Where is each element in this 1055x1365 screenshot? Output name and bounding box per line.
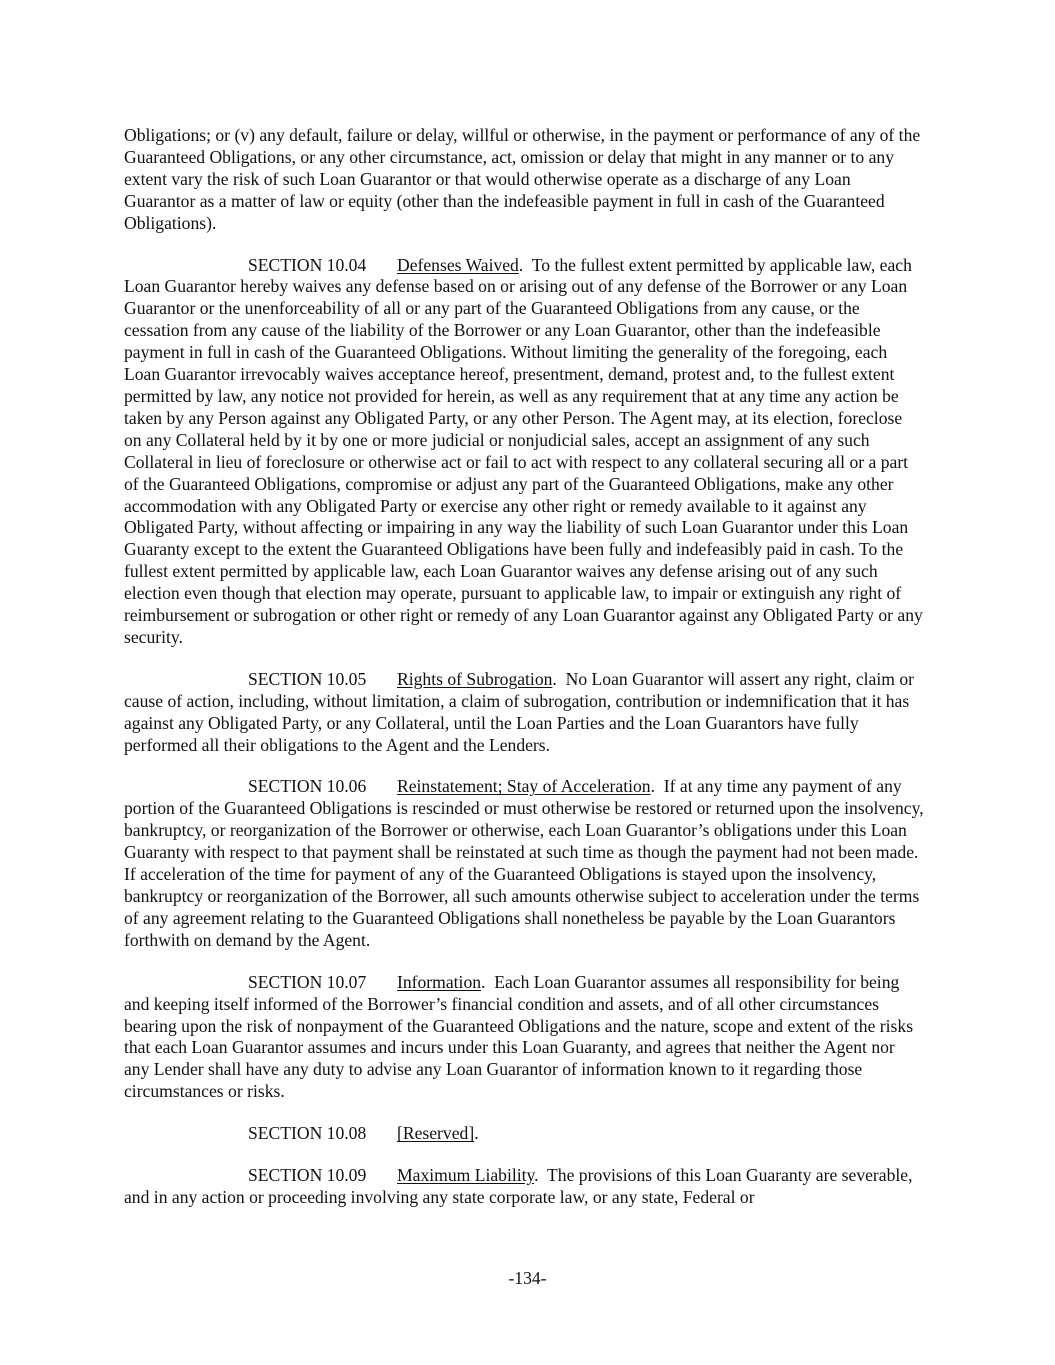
section-number: SECTION 10.04 [248,254,367,275]
section-10-04: SECTION 10.04 Defenses Waived. To the fullest extent permitted by applicable law, each Loan Guarantor hereby waives any defense based on or arising out of any defense of the Borrower or any Loan Guarantor or the unenforceability of all or any part of the Guaranteed Obligations from any cause, or the cessation from any cause of the liability of the Borrower or any Loan Guarantor, other than the indefeasible payment in full in cash of the Guaranteed Obligations. Without limiting the generality of the foregoing, each Loan Guarantor irrevocably waives acceptance hereof, presentment, demand, protest and, to the fullest extent permitted by law, any notice not provided for herein, as well as any requirement that at any time any action be taken by any Person against any Obligated Party, or any other Person. The Agent may, at its election, foreclose on any Collateral held by it by one or more judicial or nonjudicial sales, accept an assignment of any such Collateral in lieu of foreclosure or otherwise act or fail to act with respect to any collateral securing all or a part of the Guaranteed Obligations, compromise or adjust any part of the Guaranteed Obligations, make any other accommodation with any Obligated Party or exercise any other right or remedy available to it against any Obligated Party, without affecting or impairing in any way the liability of such Loan Guarantor under this Loan Guaranty except to the extent the Guaranteed Obligations have been fully and indefeasibly paid in cash. To the fullest extent permitted by applicable law, each Loan Guarantor waives any defense arising out of any such election even though that election may operate, pursuant to applicable law, to impair or extinguish any right of reimbursement or subrogation or other right or remedy of any Loan Guarantor against any Obligated Party or any security. [124,254,923,647]
page-number: -134- [508,1268,547,1288]
section-number: SECTION 10.07 [248,971,367,992]
section-text: To the fullest extent permitted by applicable law, each Loan Guarantor hereby waives any defense based on or arising out of any defense of the Borrower or any Loan Guarantor or the unenforceability of all or any part of the Guaranteed Obligations from any cause, or the cessation from any cause of the liability of the Borrower or any Loan Guarantor, other than the indefeasible payment in full in cash of the Guaranteed Obligations. Without limiting the generality of the foregoing, each Loan Guarantor irrevocably waives acceptance hereof, presentment, demand, protest and, to the fullest extent permitted by law, any notice not provided for herein, as well as any requirement that at any time any action be taken by any Person against any Obligated Party, or any other Person. The Agent may, at its election, foreclose on any Collateral held by it by one or more judicial or nonjudicial sales, accept an assignment of any such Collateral in lieu of foreclosure or otherwise act or fail to act with respect to any collateral securing all or a part of the Guaranteed Obligations, compromise or adjust any part of the Guaranteed Obligations, make any other accommodation with any Obligated Party or exercise any other right or remedy available to it against any Obligated Party, without affecting or impairing in any way the liability of such Loan Guarantor under this Loan Guaranty except to the extent the Guaranteed Obligations have been fully and indefeasibly paid in cash. To the fullest extent permitted by applicable law, each Loan Guarantor waives any defense arising out of any such election even though that election may operate, pursuant to applicable law, to impair or extinguish any right of reimbursement or subrogation or other right or remedy of any Loan Guarantor against any Obligated Party or any security. [124,254,923,647]
section-title: Reinstatement; Stay of Acceleration [397,776,651,797]
section-10-09: SECTION 10.09 Maximum Liability. The provisions of this Loan Guaranty are severable, and in any action or proceeding involving any state corporate law, or any state, Federal or [124,1165,913,1207]
document-body [124,125,924,1209]
section-number: SECTION 10.06 [248,776,367,797]
section-number: SECTION 10.08 [248,1123,367,1144]
section-text: The provisions of this Loan Guaranty are severable, and in any action or proceeding involving any state corporate law, or any state, Federal or [124,1165,913,1207]
section-title: Rights of Subrogation [397,668,553,689]
section-number: SECTION 10.09 [248,1165,367,1186]
section-text: If at any time any payment of any portion of the Guaranteed Obligations is rescinded or must otherwise be restored or returned upon the insolvency, bankruptcy, or reorganization of the Borrower or otherwise, each Loan Guarantor’s obligations under this Loan Guaranty with respect to that payment shall be reinstated at such time as though the payment had not been made. If acceleration of the time for payment of any of the Guaranteed Obligations is stayed upon the insolvency, bankruptcy or reorganization of the Borrower, all such amounts otherwise subject to acceleration under the terms of any agreement relating to the Guaranteed Obligations shall nonetheless be payable by the Loan Guarantors forthwith on demand by the Agent. [124,776,924,950]
opening-paragraph: Obligations; or (v) any default, failure or delay, willful or otherwise, in the payment or performance of any of the Guaranteed Obligations, or any other circumstance, act, omission or delay that might in any manner or to any extent vary the risk of such Loan Guarantor or that would otherwise operate as a discharge of any Loan Guarantor as a matter of law or equity (other than the indefeasible payment in full in cash of the Guaranteed Obligations). [124,125,921,233]
section-title: Defenses Waived [397,254,519,275]
section-title: [Reserved] [397,1123,475,1144]
section-10-06: SECTION 10.06 Reinstatement; Stay of Acceleration. If at any time any payment of any portion of the Guaranteed Obligations is rescinded or must otherwise be restored or returned upon the insolvency, bankruptcy, or reorganization of the Borrower or otherwise, each Loan Guarantor’s obligations under this Loan Guaranty with respect to that payment shall be reinstated at such time as though the payment had not been made. If acceleration of the time for payment of any of the Guaranteed Obligations is stayed upon the insolvency, bankruptcy or reorganization of the Borrower, all such amounts otherwise subject to acceleration under the terms of any agreement relating to the Guaranteed Obligations shall nonetheless be payable by the Loan Guarantors forthwith on demand by the Agent. [124,776,924,950]
section-title: Maximum Liability [397,1165,535,1186]
section-10-07: SECTION 10.07 Information. Each Loan Guarantor assumes all responsibility for being and keeping itself informed of the Borrower’s financial condition and assets, and of all other circumstances bearing upon the risk of nonpayment of the Guaranteed Obligations and the nature, scope and extent of the risks that each Loan Guarantor assumes and incurs under this Loan Guaranty, and agrees that neither the Agent nor any Lender shall have any duty to advise any Loan Guarantor of information known to it regarding those circumstances or risks. [124,971,914,1102]
section-title: Information [397,971,482,992]
section-text: Each Loan Guarantor assumes all responsibility for being and keeping itself informed of the Borrower’s financial condition and assets, and of all other circumstances bearing upon the risk of nonpayment of the Guaranteed Obligations and the nature, scope and extent of the risks that each Loan Guarantor assumes and incurs under this Loan Guaranty, and agrees that neither the Agent nor any Lender shall have any duty to advise any Loan Guarantor of information known to it regarding those circumstances or risks. [124,971,914,1102]
section-10-05: SECTION 10.05 Rights of Subrogation. No Loan Guarantor will assert any right, claim or cause of action, including, without limitation, a claim of subrogation, contribution or indemnification that it has against any Obligated Party, or any Collateral, until the Loan Parties and the Loan Guarantors have fully performed all their obligations to the Agent and the Lenders. [124,668,914,755]
section-text: No Loan Guarantor will assert any right, claim or cause of action, including, without limitation, a claim of subrogation, contribution or indemnification that it has against any Obligated Party, or any Collateral, until the Loan Parties and the Loan Guarantors have fully performed all their obligations to the Agent and the Lenders. [124,668,914,755]
section-number: SECTION 10.05 [248,668,367,689]
section-10-08: SECTION 10.08 [Reserved]. [248,1123,479,1144]
